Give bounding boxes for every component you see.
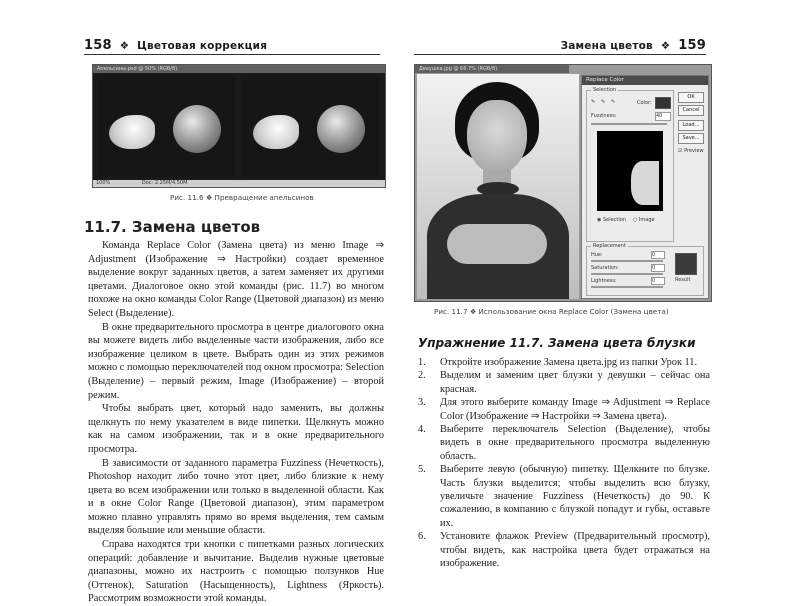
window-title: Апельсины.psd @ 50% (RGB/8) — [93, 65, 385, 73]
eyedropper-plus-icon[interactable]: ✎ — [601, 99, 606, 105]
eyedropper-icon[interactable]: ✎ — [591, 99, 596, 105]
replacement-label: Replacement — [593, 243, 626, 249]
oranges-before-panel — [97, 75, 235, 177]
fuzziness-slider[interactable] — [591, 123, 667, 125]
lightness-label: Lightness: — [591, 278, 617, 284]
oranges-after-panel — [241, 75, 379, 177]
header-rule — [84, 54, 380, 55]
header-separator-icon: ❖ — [119, 40, 130, 52]
running-header-title: Замена цветов — [560, 40, 653, 52]
replace-color-screenshot — [414, 64, 712, 302]
preview-label: Preview — [684, 148, 704, 154]
orange-slice-image — [109, 115, 155, 149]
selection-group — [586, 87, 674, 242]
woman-photo — [417, 74, 579, 299]
hue-label: Hue: — [591, 252, 603, 258]
oranges-screenshot — [92, 64, 386, 188]
arms-shape — [447, 224, 547, 264]
step-text: Для этого выберите команду Image ⇒ Adjustment ⇒ Replace Color (Изображение ⇒ Настройки ⇒ Замена цвета). — [440, 397, 710, 422]
running-header-title: Цветовая коррекция — [137, 40, 268, 52]
section-title: 11.7. Замена цветов — [84, 218, 261, 236]
exercise-steps — [414, 356, 710, 571]
step-number: 6. — [418, 531, 426, 543]
result-color-swatch[interactable] — [675, 253, 697, 275]
left-page — [0, 0, 400, 605]
step-text: Установите флажок Preview (Предварительный просмотр), чтобы видеть, как настройка цвета будет отражаться на изображение. — [440, 531, 710, 570]
step-number: 2. — [418, 370, 426, 382]
step-text: Выберите левую (обычную) пипетку. Щелкните по блузке. Часть блузки выделится; чтобы выделить всю блузку, увеличьте значение Fuzziness (Нечеткость) до 90. К сожалению, в компанию с блузкой попадут и губы, оставьте их. — [440, 464, 710, 529]
list-item — [414, 396, 710, 423]
selection-color-swatch[interactable] — [655, 97, 671, 109]
header-separator-icon: ❖ — [660, 40, 671, 52]
replace-color-dialog — [581, 75, 709, 299]
list-item — [414, 423, 710, 463]
ok-button[interactable]: OK — [678, 92, 704, 103]
orange-image — [173, 105, 221, 153]
left-page-header — [84, 38, 267, 53]
fuzziness-label: Fuzziness: — [591, 113, 617, 119]
zoom-readout: 100% — [96, 180, 111, 186]
eyedropper-minus-icon[interactable]: ✎ — [611, 99, 616, 105]
orange-image — [317, 105, 365, 153]
cancel-button[interactable]: Cancel — [678, 105, 704, 116]
page-number: 159 — [678, 38, 706, 53]
paragraph: Справа находятся три кнопки с пипетками разных логических операций: добавление и вычитание. Выделив нужные цветовые диапазоны, можно их настроить с помощью ползунков Hue (Оттенок), Saturation (Насыщенность), Lightness (Яркость). Рассмотрим возможности этой команды. — [88, 539, 384, 605]
list-item — [414, 356, 710, 369]
list-item — [414, 530, 710, 570]
radio-image[interactable]: ○ Image — [633, 217, 655, 223]
radio-selection[interactable]: ◉ Selection — [597, 217, 626, 223]
paragraph: В окне предварительного просмотра в центре диалогового окна вы можете видеть либо выделенные части изображения, либо все изображение целиком в цвете. Выбрать один из этих режимов можно с помощью переключателей под окном просмотра: Selection (Выделение) – первый режим, Image (Изображение) – второй режим. — [88, 321, 384, 401]
step-text: Выберите переключатель Selection (Выделение), чтобы видеть в окне предварительного просмотра выделенную область. — [440, 424, 710, 462]
saturation-slider[interactable] — [591, 273, 663, 275]
result-label: Result — [675, 277, 691, 283]
doc-size-readout: Doc: 2.25M/4.50M — [141, 180, 188, 186]
face-shape — [467, 100, 527, 174]
dialog-title: Replace Color — [582, 76, 708, 85]
preview-checkbox[interactable]: ☑ Preview — [678, 148, 704, 154]
paragraph: В зависимости от заданного параметра Fuzziness (Нечеткость), Photoshop находит либо точно этот цвет, либо близкие к нему цвета во всем изображении или только в выделенной области. Как и в окне Color Range (Цветовой диапазон), этим параметром можно плавно управлять прямо во время выделения, тем самым выделяя большие или меньшие области. — [88, 457, 384, 537]
replacement-group — [586, 243, 704, 296]
step-number: 5. — [418, 464, 426, 476]
mask-white-area — [631, 161, 659, 205]
status-bar — [93, 180, 385, 187]
lightness-input[interactable]: 0 — [651, 277, 665, 285]
right-page-header — [561, 38, 706, 53]
step-text: Выделим и заменим цвет блузки у девушки – сейчас она красная. — [440, 370, 710, 395]
selection-label: Selection — [593, 87, 617, 93]
load-button[interactable]: Load... — [678, 120, 704, 131]
body-text — [88, 239, 384, 606]
fuzziness-input[interactable]: 40 — [655, 112, 671, 121]
step-number: 4. — [418, 424, 426, 436]
selection-preview — [597, 131, 663, 211]
right-page — [400, 0, 800, 570]
photo-window-title: Девушка.jpg @ 66.7% (RGB/8) — [415, 65, 569, 73]
step-number: 3. — [418, 397, 426, 409]
paragraph: Чтобы выбрать цвет, который надо заменить, вы должны щелкнуть по нему указателем в виде пипетки. Щелкнуть можно как на самом изображении, так и в окне предварительного просмотра. — [88, 403, 384, 455]
figure-caption: Рис. 11.7 ❖ Использование окна Replace Color (Замена цвета) — [434, 307, 669, 316]
list-item — [414, 369, 710, 396]
radio-selection-label: Selection — [602, 217, 626, 223]
paragraph: Команда Replace Color (Замена цвета) из меню Image ⇒ Adjustment (Изображение ⇒ Настройки) создает временное выделение вокруг заданных цветов, а затем заменяет их другими цветами. Диалоговое окно этой команды (рис. 11.7) во многом похоже на окно команды Color Range (Цветовой диапазон) из меню Select (Выделение). — [88, 240, 384, 319]
header-rule — [414, 54, 706, 55]
page-number: 158 — [84, 38, 112, 53]
save-button[interactable]: Save... — [678, 133, 704, 144]
lightness-slider[interactable] — [591, 286, 663, 288]
orange-slice-image — [253, 115, 299, 149]
figure-caption: Рис. 11.6 ❖ Превращение апельсинов — [170, 193, 314, 202]
radio-image-label: Image — [638, 217, 655, 223]
list-item — [414, 463, 710, 530]
color-label: Color: — [637, 100, 652, 106]
saturation-label: Saturation: — [591, 265, 619, 271]
saturation-input[interactable]: 0 — [651, 264, 665, 272]
step-text: Откройте изображение Замена цвета.jpg из папки Урок 11. — [440, 357, 698, 368]
hue-slider[interactable] — [591, 260, 663, 262]
hue-input[interactable]: 0 — [651, 251, 665, 259]
step-number: 1. — [418, 357, 426, 368]
exercise-title: Упражнение 11.7. Замена цвета блузки — [418, 336, 696, 350]
